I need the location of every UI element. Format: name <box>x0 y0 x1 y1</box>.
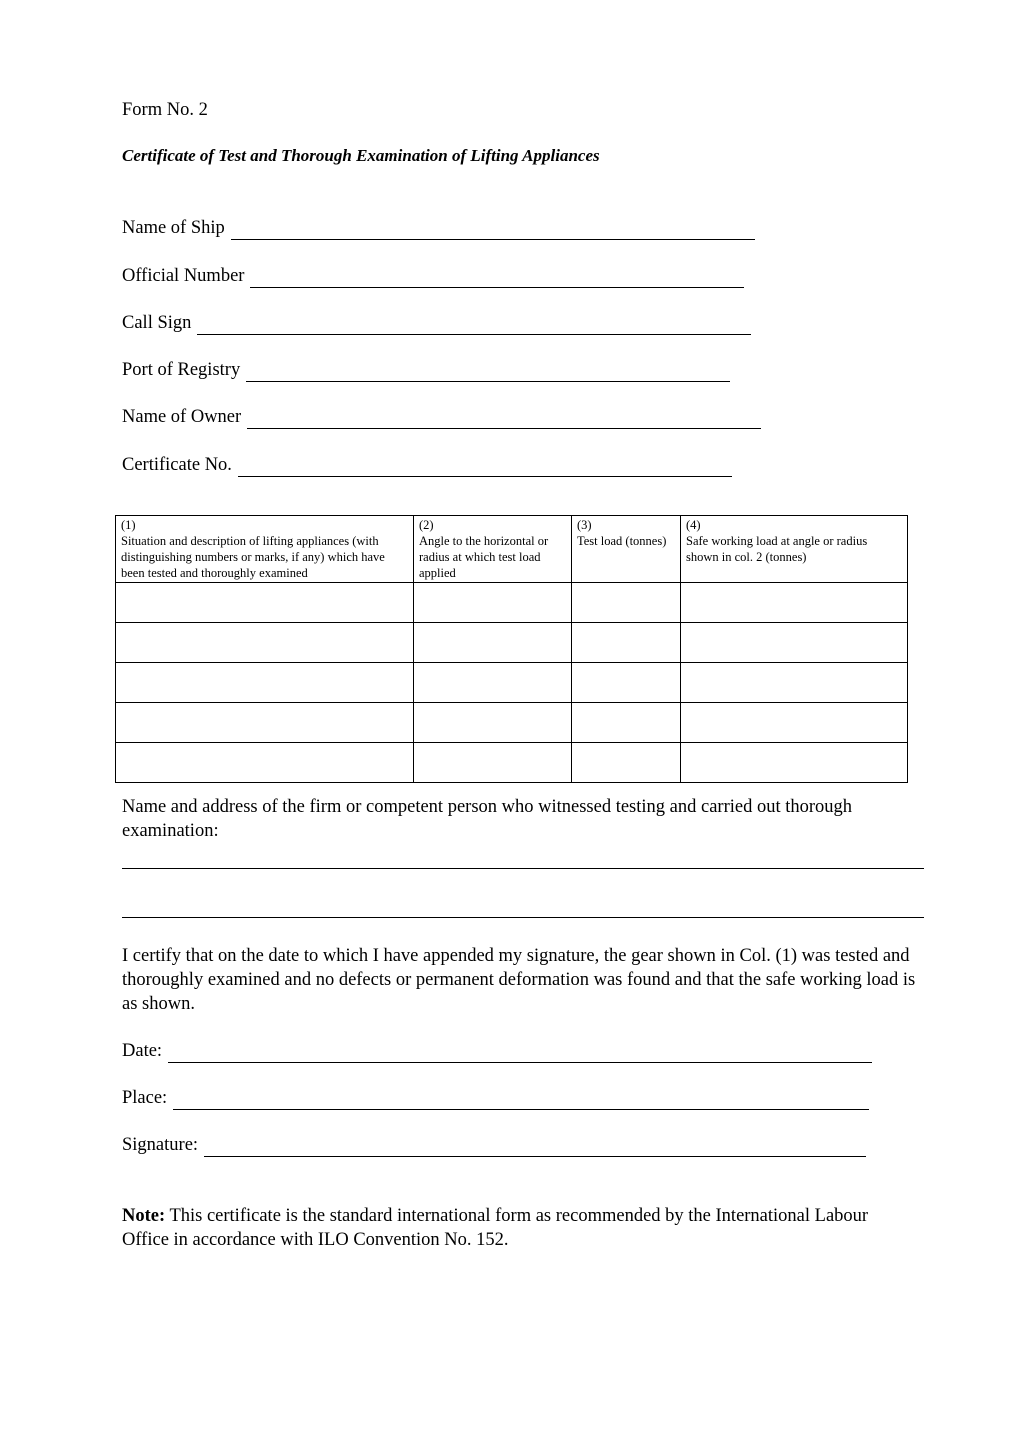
table-cell[interactable] <box>681 703 908 743</box>
signature-line[interactable] <box>204 1139 866 1157</box>
note-paragraph <box>122 1204 912 1252</box>
date-field <box>122 1039 872 1063</box>
call-sign-label: Call Sign <box>122 313 192 333</box>
note-text: This certificate is the standard international form as recommended by the International Labour Office in accordance with ILO Convention No. 152. <box>122 1206 869 1250</box>
witness-instruction: Name and address of the firm or competent person who witnessed testing and carried out thorough examination: <box>122 797 853 841</box>
table-cell[interactable] <box>116 743 414 783</box>
note-label: Note: <box>122 1206 166 1226</box>
port-of-registry-line[interactable] <box>246 364 730 382</box>
column-label: Angle to the horizontal or radius at which test load applied <box>419 534 549 580</box>
certificate-no-line[interactable] <box>238 459 732 477</box>
table-cell[interactable] <box>414 583 572 623</box>
table-cell[interactable] <box>681 743 908 783</box>
table-cell[interactable] <box>681 583 908 623</box>
call-sign-field <box>122 311 751 335</box>
column-header <box>116 516 414 583</box>
name-of-ship-line[interactable] <box>231 222 755 240</box>
table-cell[interactable] <box>116 703 414 743</box>
table-cell[interactable] <box>414 703 572 743</box>
port-of-registry-field <box>122 358 730 382</box>
table-cell[interactable] <box>681 623 908 663</box>
column-header <box>414 516 572 583</box>
official-number-label: Official Number <box>122 266 245 286</box>
place-field <box>122 1086 869 1110</box>
port-of-registry-label: Port of Registry <box>122 360 241 380</box>
column-number: (3) <box>577 518 592 532</box>
table-header-row <box>116 516 908 583</box>
document-title: Certificate of Test and Thorough Examination of Lifting Appliances <box>122 146 600 165</box>
official-number-line[interactable] <box>250 270 744 288</box>
column-header <box>572 516 681 583</box>
column-number: (4) <box>686 518 701 532</box>
table-cell[interactable] <box>116 663 414 703</box>
form-number: Form No. 2 <box>122 100 208 120</box>
table-cell[interactable] <box>116 623 414 663</box>
table-cell[interactable] <box>572 663 681 703</box>
table-row <box>116 663 908 703</box>
official-number-field <box>122 264 744 288</box>
name-of-owner-field <box>122 405 761 429</box>
name-of-ship-field <box>122 216 755 240</box>
column-number: (2) <box>419 518 434 532</box>
table-row <box>116 623 908 663</box>
table-cell[interactable] <box>572 583 681 623</box>
column-label: Test load (tonnes) <box>577 534 667 548</box>
name-of-owner-label: Name of Owner <box>122 407 242 427</box>
table-cell[interactable] <box>572 623 681 663</box>
place-line[interactable] <box>173 1092 869 1110</box>
column-label: Safe working load at angle or radius shown in col. 2 (tonnes) <box>686 534 868 564</box>
place-label: Place: <box>122 1088 168 1108</box>
column-label: Situation and description of lifting appliances (with distinguishing numbers or marks, if any) which have been tested and thoroughly examined <box>121 534 385 580</box>
date-label: Date: <box>122 1041 163 1061</box>
call-sign-line[interactable] <box>197 317 751 335</box>
table-cell[interactable] <box>116 583 414 623</box>
witness-line-1[interactable] <box>122 868 924 869</box>
table-cell[interactable] <box>414 623 572 663</box>
table-cell[interactable] <box>572 703 681 743</box>
certification-statement: I certify that on the date to which I have appended my signature, the gear shown in Col. (1) was tested and thoroughly examined and no defects or permanent deformation was found and that the safe working load is as shown. <box>122 946 916 1014</box>
table-cell[interactable] <box>414 663 572 703</box>
date-line[interactable] <box>168 1045 872 1063</box>
lifting-appliances-table <box>115 515 908 783</box>
column-header <box>681 516 908 583</box>
certificate-no-label: Certificate No. <box>122 455 232 475</box>
certificate-no-field <box>122 453 732 477</box>
table-cell[interactable] <box>572 743 681 783</box>
name-of-owner-line[interactable] <box>247 411 761 429</box>
signature-label: Signature: <box>122 1135 199 1155</box>
signature-field <box>122 1133 866 1157</box>
witness-line-2[interactable] <box>122 917 924 918</box>
table-row <box>116 743 908 783</box>
table-row <box>116 583 908 623</box>
table-row <box>116 703 908 743</box>
table-cell[interactable] <box>681 663 908 703</box>
column-number: (1) <box>121 518 136 532</box>
table-cell[interactable] <box>414 743 572 783</box>
name-of-ship-label: Name of Ship <box>122 218 225 238</box>
